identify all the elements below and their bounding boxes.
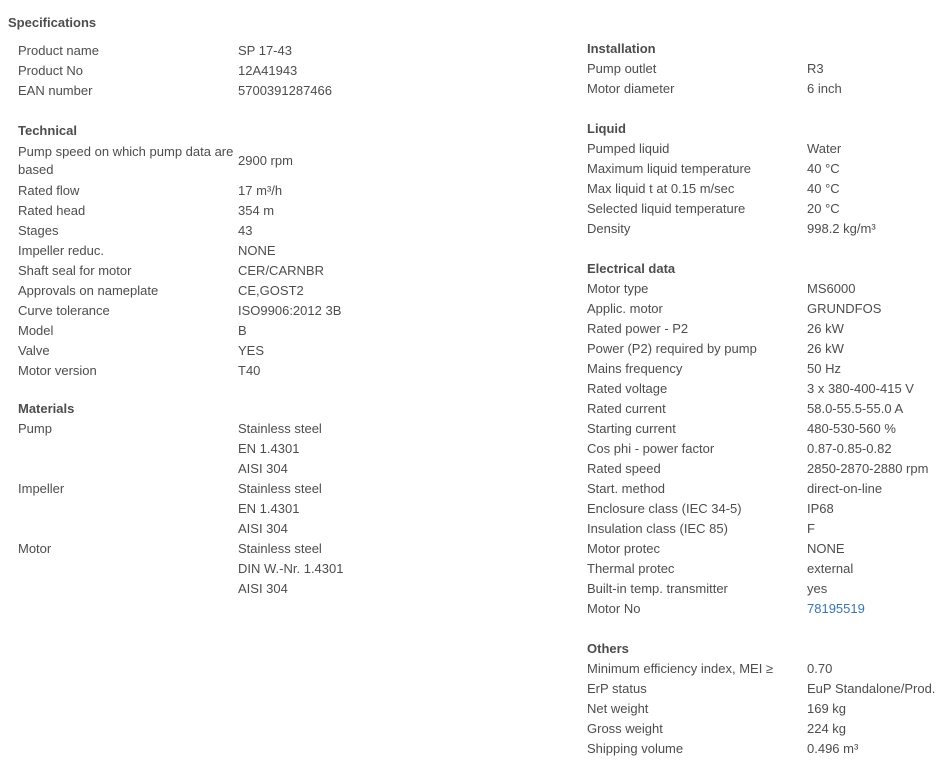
spec-label: Minimum efficiency index, MEI ≥: [587, 661, 774, 676]
material-line: Stainless steel: [238, 481, 322, 496]
spec-label: Motor type: [587, 281, 649, 296]
spec-label: Pumped liquid: [587, 141, 670, 156]
electrical-section: [587, 259, 946, 619]
spec-row-material-impeller: [18, 479, 558, 539]
spec-label: Motor version: [18, 363, 97, 378]
spec-label: Max liquid t at 0.15 m/sec: [587, 181, 735, 196]
spec-row: [587, 439, 946, 459]
spec-label: Approvals on nameplate: [18, 283, 159, 298]
spec-row: [587, 739, 946, 759]
spec-value: EuP Standalone/Prod.: [807, 681, 936, 696]
spec-label: Insulation class (IEC 85): [587, 521, 728, 536]
spec-label: Model: [18, 323, 54, 338]
spec-row: [587, 579, 946, 599]
spec-value: [238, 419, 558, 479]
spec-row: [587, 159, 946, 179]
spec-label: Curve tolerance: [18, 303, 110, 318]
spec-label: Cos phi - power factor: [587, 441, 715, 456]
spec-value: 3 x 380-400-415 V: [807, 381, 914, 396]
spec-row: [587, 279, 946, 299]
spec-value: [238, 539, 558, 599]
spec-label: Product name: [18, 43, 99, 58]
page-title: Specifications: [8, 15, 97, 30]
spec-label: Power (P2) required by pump: [587, 341, 757, 356]
spec-value: 0.87-0.85-0.82: [807, 441, 892, 456]
spec-value: 43: [238, 223, 253, 238]
spec-value: NONE: [807, 541, 845, 556]
spec-value: 26 kW: [807, 341, 844, 356]
materials-section: [18, 399, 558, 599]
spec-value: 0.496 m³: [807, 741, 859, 756]
spec-value: 998.2 kg/m³: [807, 221, 876, 236]
spec-row-motor-no: [587, 599, 946, 619]
spec-row: [587, 459, 946, 479]
spec-label: Net weight: [587, 701, 649, 716]
spec-value: GRUNDFOS: [807, 301, 882, 316]
spec-row: [18, 281, 558, 301]
spec-label: Shipping volume: [587, 741, 684, 756]
spec-row: [587, 359, 946, 379]
spec-row-product-no: [18, 61, 558, 81]
spec-value: 26 kW: [807, 321, 844, 336]
spec-value: 2900 rpm: [238, 153, 293, 168]
liquid-section: [587, 119, 946, 239]
spec-row: [18, 221, 558, 241]
spec-row: [587, 299, 946, 319]
spec-label: Starting current: [587, 421, 676, 436]
spec-value: CER/CARNBR: [238, 263, 324, 278]
spec-value: CE,GOST2: [238, 283, 304, 298]
spec-value: 40 °C: [807, 161, 840, 176]
spec-value: 17 m³/h: [238, 183, 283, 198]
spec-row: [587, 339, 946, 359]
spec-value: YES: [238, 343, 265, 358]
material-line: EN 1.4301: [238, 441, 300, 456]
spec-label: Motor protec: [587, 541, 660, 556]
spec-value: ISO9906:2012 3B: [238, 303, 342, 318]
spec-value: external: [807, 561, 854, 576]
spec-value: 58.0-55.5-55.0 A: [807, 401, 904, 416]
spec-row: [587, 179, 946, 199]
spec-label: Gross weight: [587, 721, 663, 736]
technical-section: [18, 121, 558, 381]
spec-label: Rated voltage: [587, 381, 668, 396]
section-title-liquid: Liquid: [587, 121, 626, 136]
spec-value: T40: [238, 363, 261, 378]
spec-row: [18, 261, 558, 281]
section-title-others: Others: [587, 641, 629, 656]
spec-row: [587, 559, 946, 579]
spec-label: Impeller reduc.: [18, 243, 104, 258]
spec-label: Product No: [18, 63, 84, 78]
spec-row: [587, 379, 946, 399]
spec-value: 20 °C: [807, 201, 840, 216]
spec-row: [18, 321, 558, 341]
spec-row: [18, 181, 558, 201]
section-title-electrical: Electrical data: [587, 261, 676, 276]
spec-row: [587, 219, 946, 239]
spec-label: ErP status: [587, 681, 647, 696]
material-line: DIN W.-Nr. 1.4301: [238, 561, 344, 576]
others-section: [587, 639, 946, 759]
section-title-installation: Installation: [587, 41, 656, 56]
material-line: AISI 304: [238, 461, 288, 476]
spec-row: [18, 201, 558, 221]
spec-label: Selected liquid temperature: [587, 201, 746, 216]
installation-section: [587, 39, 946, 99]
spec-label: Applic. motor: [587, 301, 663, 316]
spec-value: yes: [807, 581, 828, 596]
spec-value: 354 m: [238, 203, 275, 218]
spec-value: 50 Hz: [807, 361, 841, 376]
material-line: Stainless steel: [238, 421, 322, 436]
spec-row-material-pump: [18, 419, 558, 479]
spec-label: Pump speed on which pump data are based: [18, 144, 234, 177]
spec-row: [18, 361, 558, 381]
section-title-technical: Technical: [18, 123, 78, 138]
spec-value: 0.70: [807, 661, 833, 676]
spec-label: Impeller: [18, 481, 65, 496]
spec-label: Rated head: [18, 203, 86, 218]
spec-value: SP 17-43: [238, 43, 292, 58]
spec-row-pump-speed: [18, 141, 558, 181]
spec-value: B: [238, 323, 247, 338]
spec-row: [587, 499, 946, 519]
spec-value: IP68: [807, 501, 834, 516]
spec-row: [587, 59, 946, 79]
spec-label: Maximum liquid temperature: [587, 161, 752, 176]
material-line: EN 1.4301: [238, 501, 300, 516]
spec-value: 2850-2870-2880 rpm: [807, 461, 929, 476]
spec-row: [587, 79, 946, 99]
spec-row: [587, 679, 946, 699]
spec-row: [587, 419, 946, 439]
spec-value: [807, 599, 946, 619]
spec-value: 40 °C: [807, 181, 840, 196]
spec-label: Enclosure class (IEC 34-5): [587, 501, 742, 516]
spec-row: [587, 319, 946, 339]
spec-value: Water: [807, 141, 842, 156]
spec-label: Valve: [18, 343, 50, 358]
spec-row: [18, 241, 558, 261]
spec-label: Motor diameter: [587, 81, 675, 96]
spec-row: [18, 301, 558, 321]
spec-value: 5700391287466: [238, 83, 332, 98]
spec-label: Rated speed: [587, 461, 661, 476]
spec-label: EAN number: [18, 83, 93, 98]
motor-no-link[interactable]: 78195519: [807, 601, 865, 616]
spec-label: Built-in temp. transmitter: [587, 581, 728, 596]
spec-row: [587, 659, 946, 679]
spec-row: [18, 341, 558, 361]
spec-label: Density: [587, 221, 631, 236]
spec-value: R3: [807, 61, 824, 76]
spec-row: [587, 719, 946, 739]
material-line: Stainless steel: [238, 541, 322, 556]
spec-value: 6 inch: [807, 81, 842, 96]
section-title-materials: Materials: [18, 401, 75, 416]
spec-value: 169 kg: [807, 701, 847, 716]
spec-row-product-name: [18, 41, 558, 61]
spec-label: Rated flow: [18, 183, 80, 198]
general-section: [18, 41, 558, 101]
spec-row: [587, 479, 946, 499]
spec-row: [587, 539, 946, 559]
spec-label: Motor: [18, 541, 52, 556]
spec-value: 12A41943: [238, 63, 298, 78]
spec-value: MS6000: [807, 281, 856, 296]
spec-value: 480-530-560 %: [807, 421, 896, 436]
spec-label: Rated power - P2: [587, 321, 689, 336]
spec-row: [587, 199, 946, 219]
spec-row: [587, 519, 946, 539]
spec-label: Shaft seal for motor: [18, 263, 132, 278]
spec-row-material-motor: [18, 539, 558, 599]
spec-label: Pump: [18, 421, 52, 436]
spec-row: [587, 139, 946, 159]
spec-row-ean-number: [18, 81, 558, 101]
spec-label: Pump outlet: [587, 61, 657, 76]
spec-value: F: [807, 521, 815, 536]
spec-label: Mains frequency: [587, 361, 683, 376]
spec-value: NONE: [238, 243, 276, 258]
spec-value: [238, 479, 558, 539]
spec-value: direct-on-line: [807, 481, 883, 496]
spec-label: Thermal protec: [587, 561, 675, 576]
spec-label: Stages: [18, 223, 59, 238]
spec-label: Motor No: [587, 601, 641, 616]
spec-row: [587, 699, 946, 719]
spec-row: [587, 399, 946, 419]
material-line: AISI 304: [238, 521, 288, 536]
spec-value: 224 kg: [807, 721, 847, 736]
material-line: AISI 304: [238, 581, 288, 596]
spec-label: Start. method: [587, 481, 666, 496]
spec-label: Rated current: [587, 401, 666, 416]
